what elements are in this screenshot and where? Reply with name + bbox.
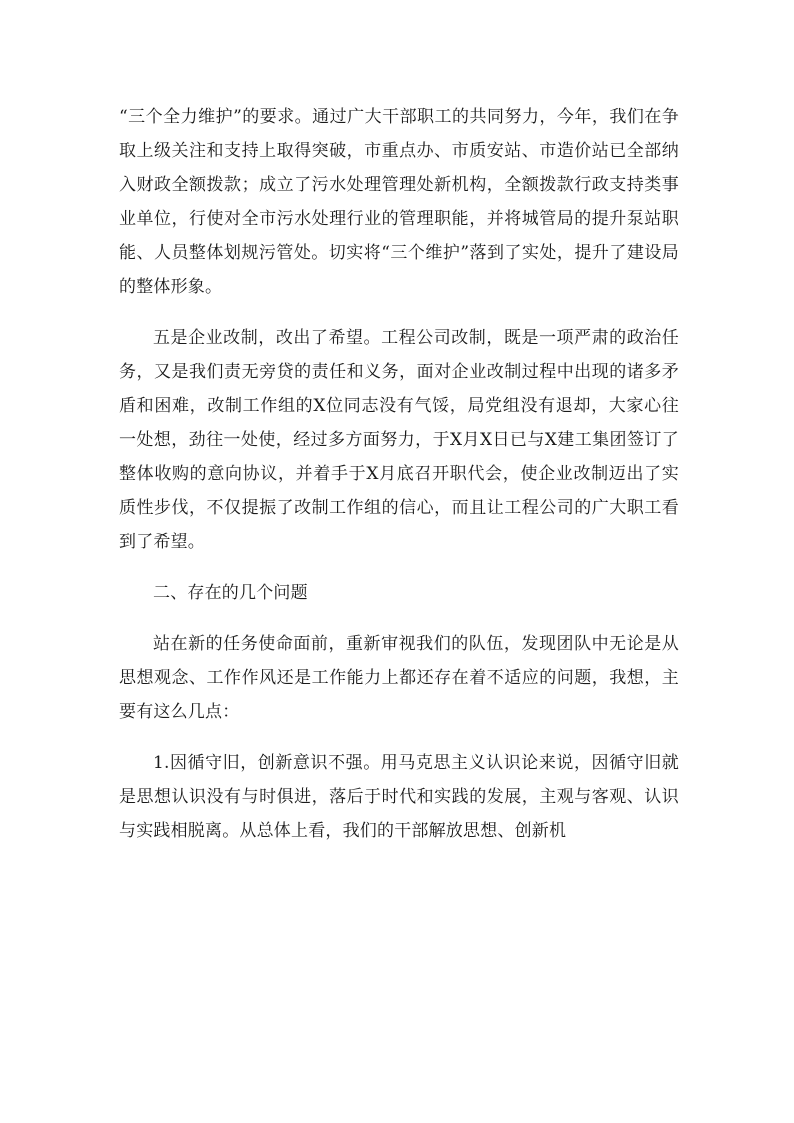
document-body [119, 100, 679, 848]
paragraph-three-maintenances: “三个全力维护”的要求。通过广大干部职工的共同努力，今年，我们在争取上级关注和支持上取得突破，市重点办、市质安站、市造价站已全部纳入财政全额拨款；成立了污水处理管理处新机构，全额拨款行政支持类事业单位，行使对全市污水处理行业的管理职能，并将城管局的提升泵站职能、人员整体划规污管处。切实将“三个维护”落到了实处，提升了建设局的整体形象。 [119, 107, 679, 297]
section-heading-existing-problems: 二、存在的几个问题 [153, 583, 308, 603]
paragraph-problems-intro: 站在新的任务使命面前，重新审视我们的队伍，发现团队中无论是从思想观念、工作作风还是工作能力上都还存在着不适应的问题，我想，主要有这么几点： [119, 634, 679, 722]
paragraph-problem-one: 1.因循守旧，创新意识不强。用马克思主义认识论来说，因循守旧就是思想认识没有与时俱进，落后于时代和实践的发展，主观与客观、认识与实践相脱离。从总体上看，我们的干部解放思想、创新机 [119, 753, 679, 841]
paragraph-enterprise-reform: 五是企业改制，改出了希望。工程公司改制，既是一项严肃的政治任务，又是我们责无旁贷的责任和义务，面对企业改制过程中出现的诸多矛盾和困难，改制工作组的X位同志没有气馁，局党组没有退却，大家心往一处想，劲往一处使，经过多方面努力，于X月X日已与X建工集团签订了整体收购的意向协议，并着手于X月底召开职代会，使企业改制迈出了实质性步伐，不仅提振了改制工作组的信心，而且让工程公司的广大职工看到了希望。 [119, 328, 679, 552]
